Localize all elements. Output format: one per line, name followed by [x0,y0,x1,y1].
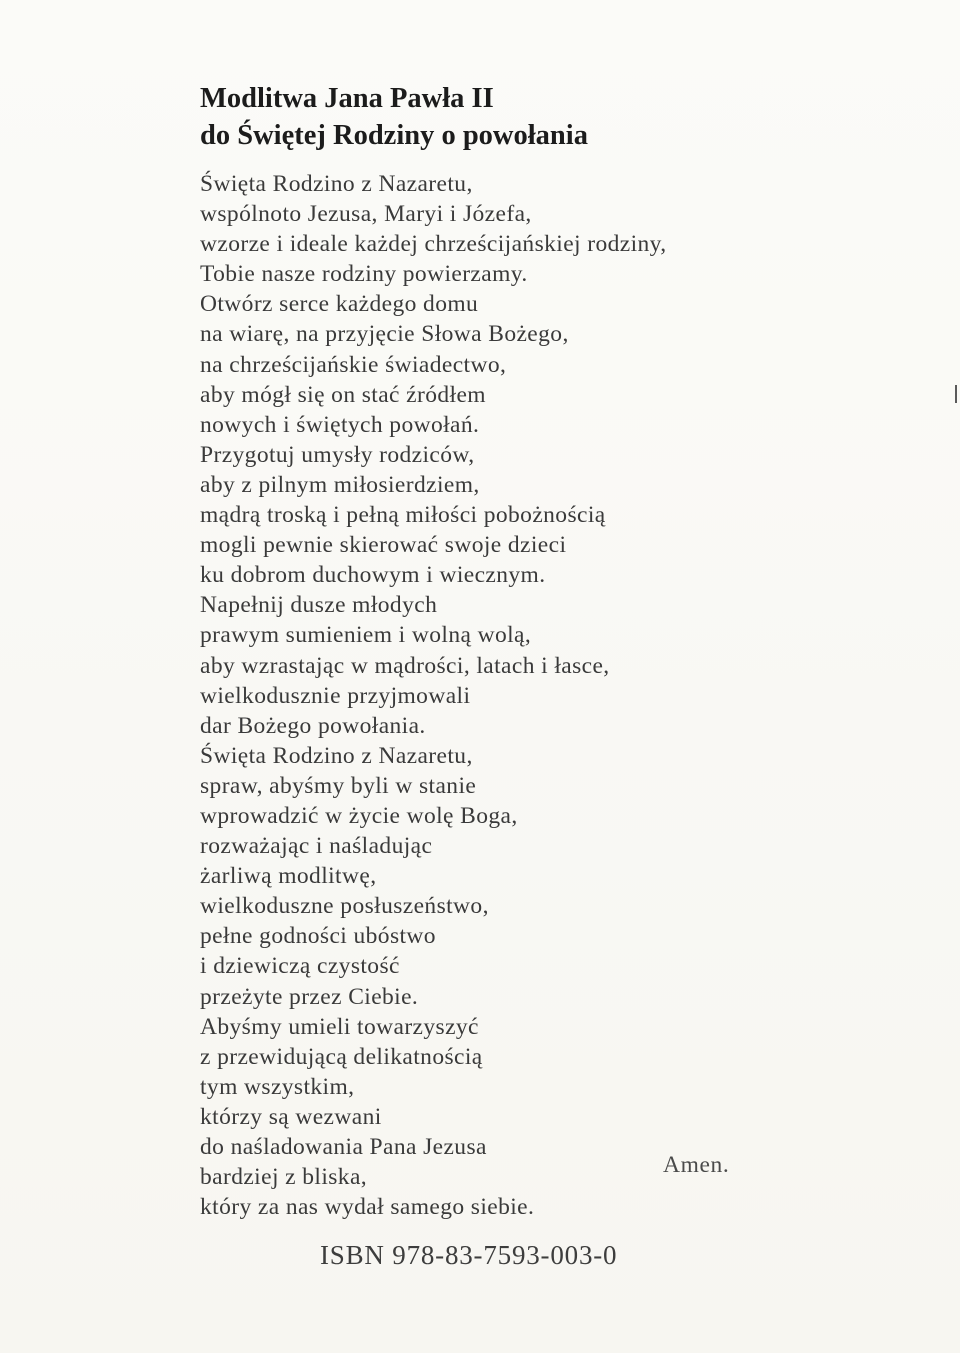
prayer-title [200,80,800,154]
prayer-title-line-2: do Świętej Rodziny o powołania [200,120,588,151]
prayer-line: Napełnij dusze młodych [200,592,438,619]
prayer-line: ku dobrom duchowym i wiecznym. [200,562,546,589]
prayer-line: tym wszystkim, [200,1073,355,1100]
prayer-line: do naśladowania Pana Jezusa [200,1134,487,1160]
prayer-line: z przewidującą delikatnością [200,1043,483,1070]
prayer-line: Święta Rodzino z Nazaretu, [200,742,473,769]
prayer-line: bardziej z bliska, [200,1164,368,1191]
prayer-line: na wiarę, na przyjęcie Słowa Bożego, [200,321,569,348]
amen-closing: Amen. [663,1152,730,1178]
prayer-line: aby mógł się on stać źródłem [200,381,486,408]
prayer-line: wprowadzić w życie wolę Boga, [200,802,518,829]
prayer-line: mogli pewnie skierować swoje dzieci [200,532,567,559]
prayer-line: dar Bożego powołania. [200,712,426,739]
prayer-line: pełne godności ubóstwo [200,923,436,950]
prayer-line: wielkoduszne posłuszeństwo, [200,893,489,920]
isbn-number: ISBN 978-83-7593-003-0 [320,1240,618,1270]
scan-edge-mark [955,385,957,403]
prayer-line: i dziewiczą czystość [200,953,400,980]
prayer-line: rozważając i naśladując [200,833,433,860]
prayer-line: wielkodusznie przyjmowali [200,682,471,709]
prayer-line: Tobie nasze rodziny powierzamy. [200,261,528,288]
prayer-line: prawym sumieniem i wolną wolą, [200,622,532,649]
prayer-line: żarliwą modlitwę, [200,863,377,890]
prayer-line: na chrześcijańskie świadectwo, [200,351,507,378]
prayer-line: spraw, abyśmy byli w stanie [200,772,477,799]
prayer-line: aby z pilnym miłosierdziem, [200,471,480,498]
prayer-line: aby wzrastając w mądrości, latach i łasce, [200,652,610,679]
prayer-line: Święta Rodzino z Nazaretu, [200,171,473,197]
prayer-line: Abyśmy umieli towarzyszyć [200,1013,479,1040]
prayer-line: wspólnoto Jezusa, Maryi i Józefa, [200,201,532,228]
prayer-line: który za nas wydał samego siebie. [200,1194,535,1221]
prayer-line: przeżyte przez Ciebie. [200,983,419,1010]
prayer-title-line-1: Modlitwa Jana Pawła II [200,83,494,114]
prayer-line: nowych i świętych powołań. [200,411,480,438]
prayer-line: mądrą troską i pełną miłości pobożnością [200,502,606,529]
prayer-line: wzorze i ideale każdej chrześcijańskiej rodziny, [200,231,667,258]
prayer-text [200,169,800,1222]
prayer-line: którzy są wezwani [200,1103,382,1130]
prayer-line: Otwórz serce każdego domu [200,291,479,318]
prayer-line: Przygotuj umysły rodziców, [200,441,475,468]
